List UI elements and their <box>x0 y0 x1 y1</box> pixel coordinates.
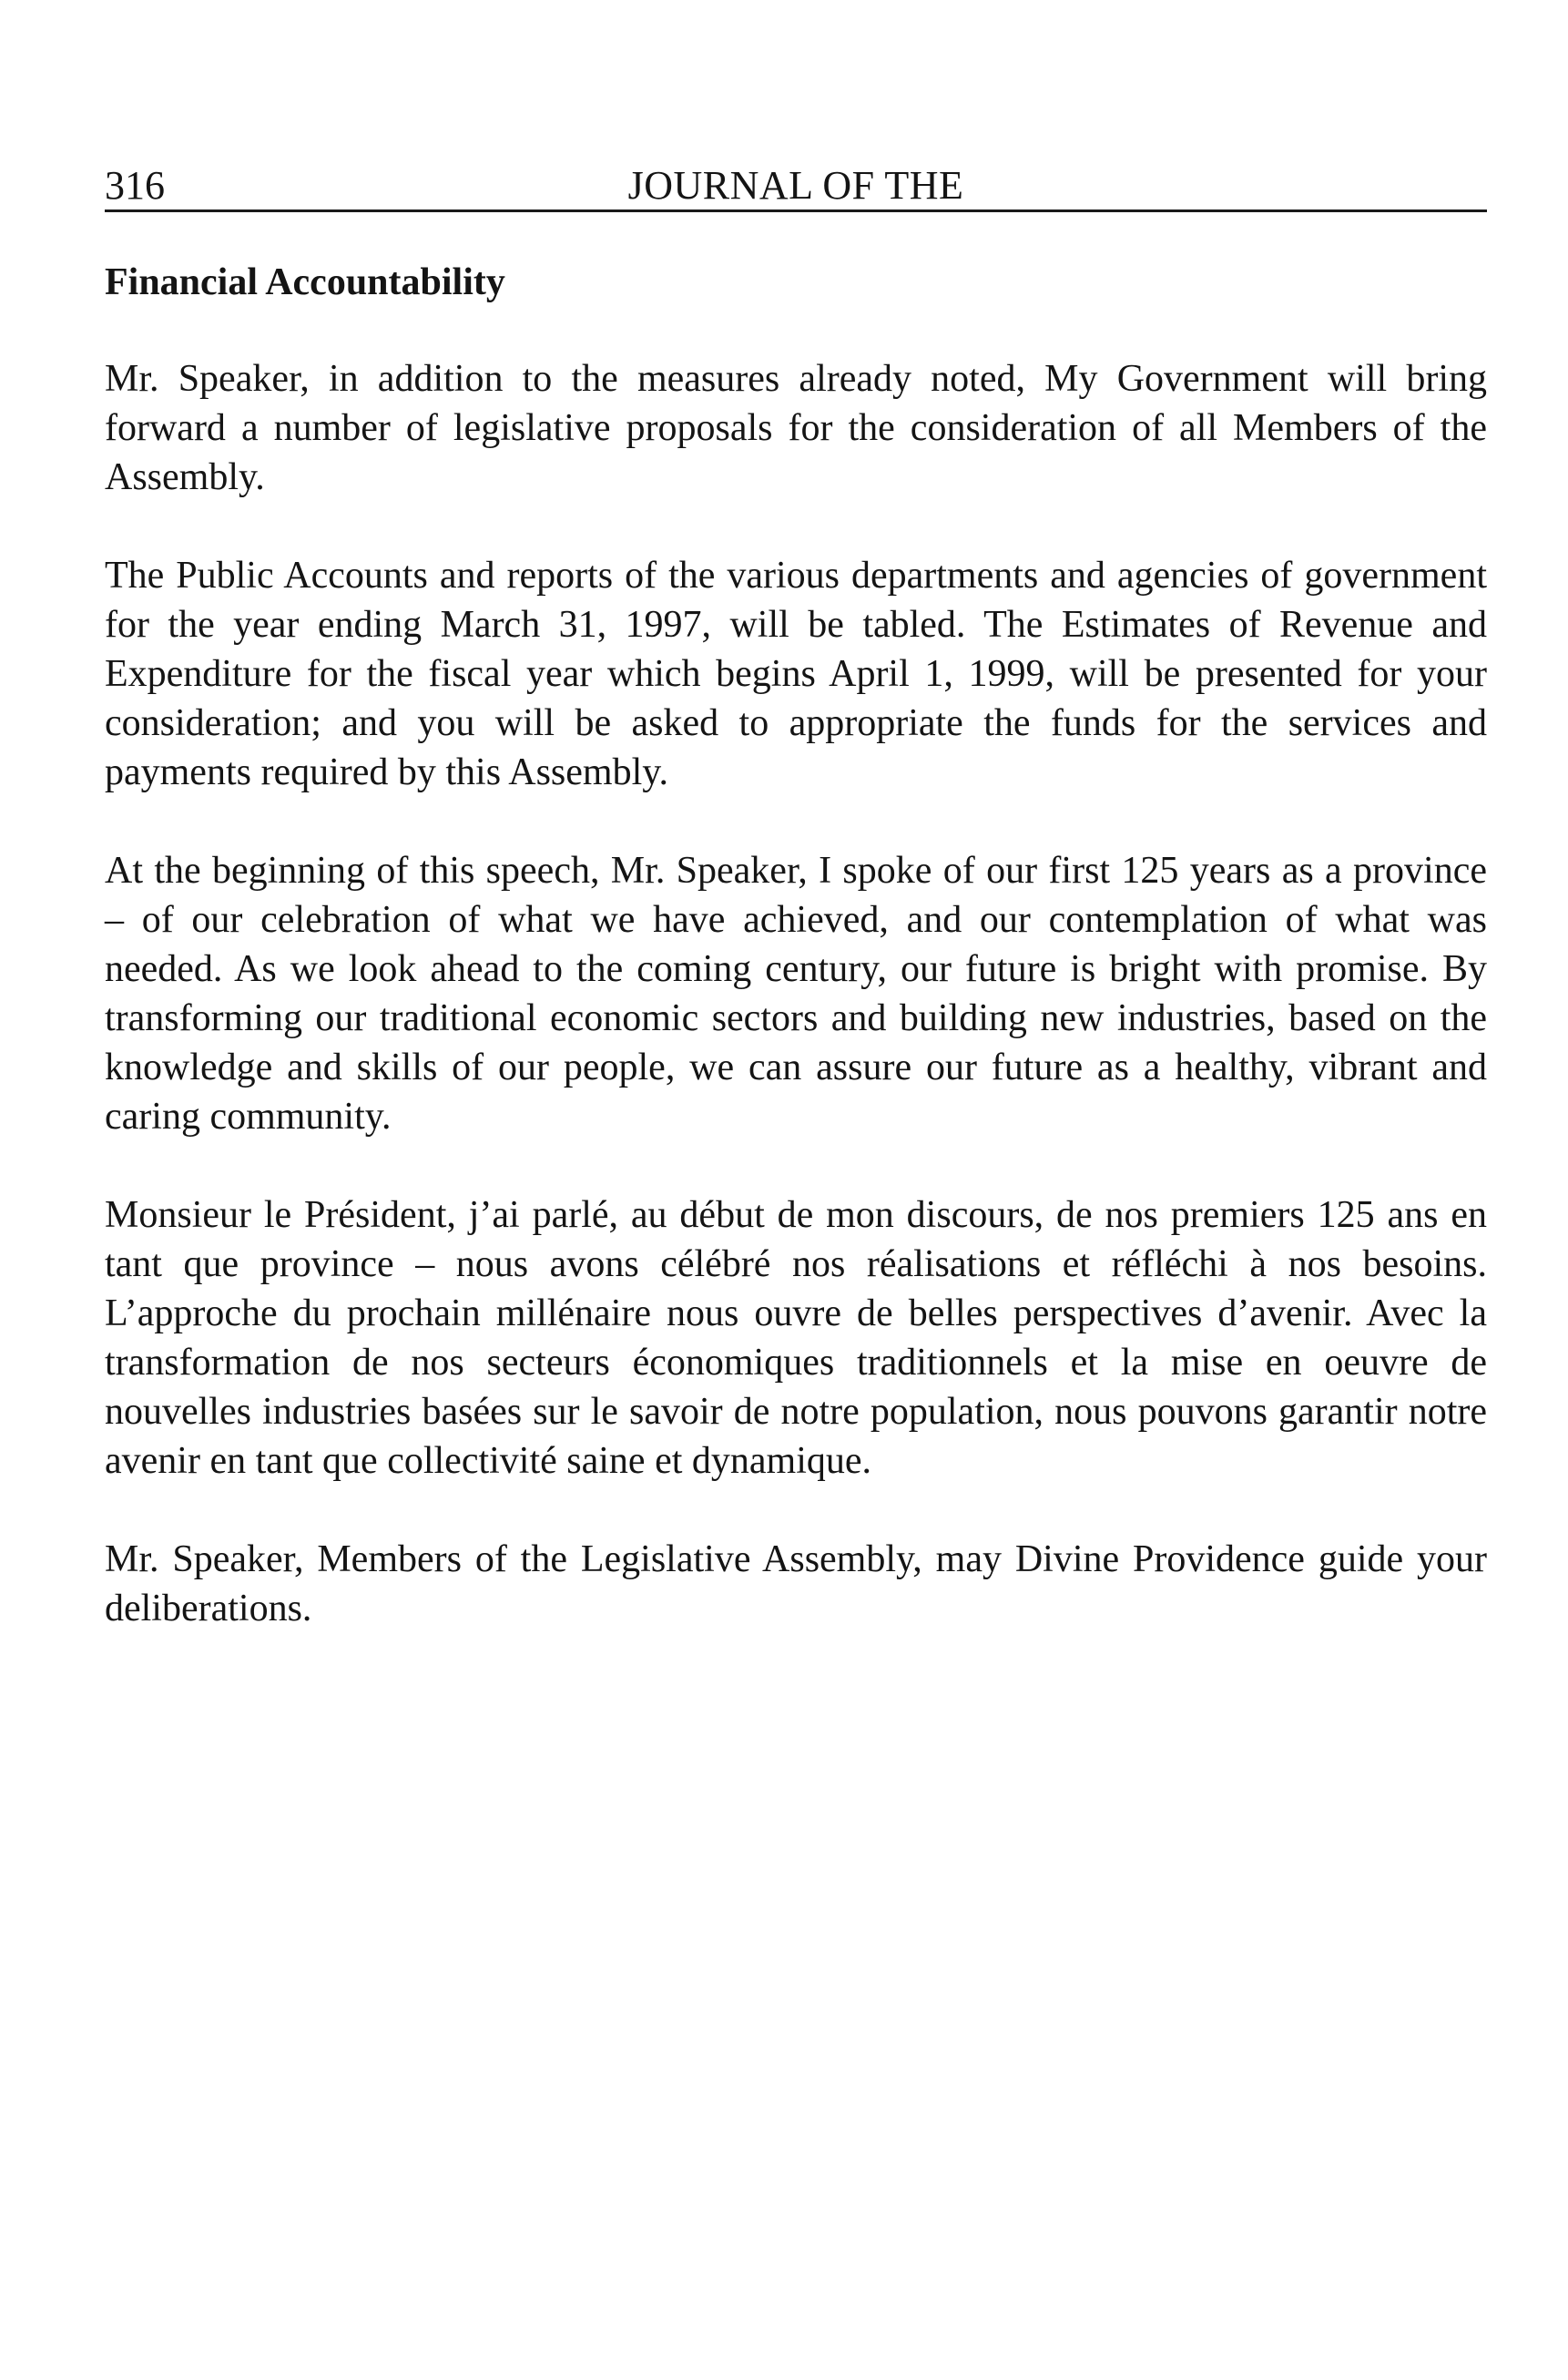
page-number: 316 <box>105 163 165 208</box>
document-page <box>105 137 1487 1633</box>
journal-title: JOURNAL OF THE <box>627 163 964 208</box>
running-header <box>105 137 1487 212</box>
paragraph-closing: Mr. Speaker, Members of the Legislative Assembly, may Divine Providence guide your deliberations. <box>105 1538 1487 1629</box>
section-heading: Financial Accountability <box>105 261 505 303</box>
paragraph-first-125-years: At the beginning of this speech, Mr. Speaker, I spoke of our first 125 years as a province – of our celebration of what we have achieved, and our contemplation of what was needed. As we look ahead to the coming century, our future is bright with promise. By transforming our traditional economic sectors and building new industries, based on the knowledge and skills of our people, we can assure our future as a healthy, vibrant and caring community. <box>105 850 1487 1138</box>
paragraph-public-accounts: The Public Accounts and reports of the various departments and agencies of government for the year ending March 31, 1997, will be tabled. The Estimates of Revenue and Expenditure for the fiscal year which begins April 1, 1999, will be presented for your consideration; and you will be asked to appropriate the funds for the services and payments required by this Assembly. <box>105 555 1487 793</box>
paragraph-french-translation: Monsieur le Président, j’ai parlé, au début de mon discours, de nos premiers 125 ans en tant que province – nous avons célébré nos réalisations et réfléchi à nos besoins. L’approche du prochain millénaire nous ouvre de belles perspectives d’avenir. Avec la transformation de nos secteurs économiques traditionnels et la mise en oeuvre de nouvelles industries basées sur le savoir de notre population, nous pouvons garantir notre avenir en tant que collectivité saine et dynamique. <box>105 1194 1487 1482</box>
paragraph-additional-legislation: Mr. Speaker, in addition to the measures already noted, My Government will bring forward a number of legislative proposals for the consideration of all Members of the Assembly. <box>105 358 1487 498</box>
